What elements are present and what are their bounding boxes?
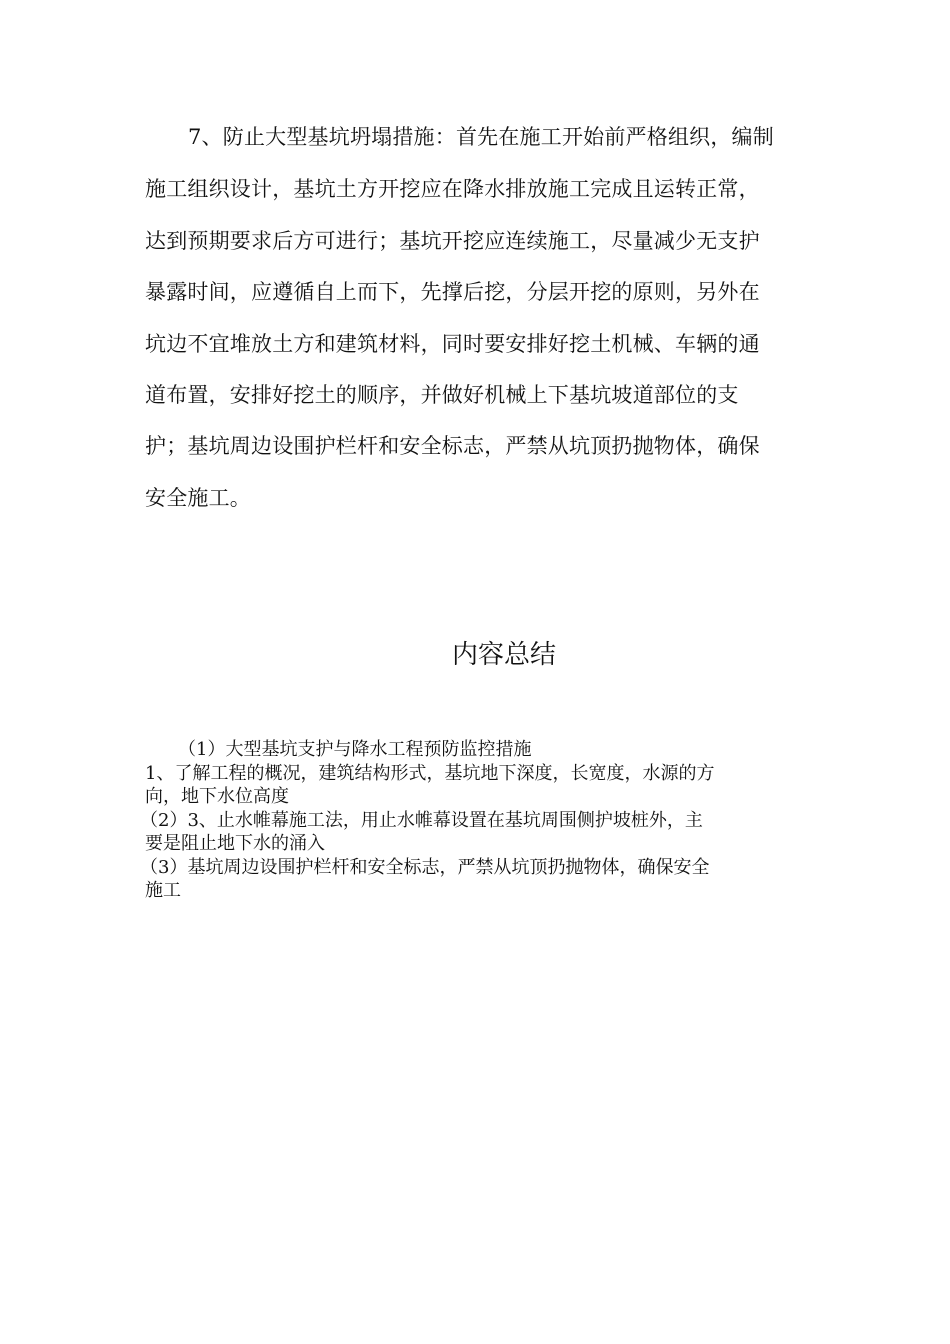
paragraph-line: 坑边不宜堆放土方和建筑材料，同时要安排好挖土机械、车辆的通 [145, 332, 760, 356]
paragraph-line: 安全施工。 [145, 486, 251, 510]
paragraph-line: 暴露时间，应遵循自上而下，先撑后挖，分层开挖的原则，另外在 [145, 280, 760, 304]
summary-line: 1、了解工程的概况，建筑结构形式，基坑地下深度，长宽度，水源的方 [145, 763, 715, 784]
summary-line: 施工 [145, 880, 181, 901]
paragraph-line: 达到预期要求后方可进行；基坑开挖应连续施工，尽量减少无支护 [145, 229, 760, 253]
paragraph-line: 道布置，安排好挖土的顺序，并做好机械上下基坑坡道部位的支 [145, 383, 739, 407]
paragraph-line: 护；基坑周边设围护栏杆和安全标志，严禁从坑顶扔抛物体，确保 [145, 434, 760, 458]
summary-line: 向，地下水位高度 [145, 786, 289, 807]
paragraph-line: 施工组织设计，基坑土方开挖应在降水排放施工完成且运转正常， [145, 177, 760, 201]
summary-title: 内容总结 [451, 640, 556, 670]
summary-line: （1）大型基坑支护与降水工程预防监控措施 [178, 739, 532, 760]
summary-line: 要是阻止地下水的涌入 [145, 833, 325, 854]
paragraph-line: 7、防止大型基坑坍塌措施：首先在施工开始前严格组织，编制 [188, 125, 774, 149]
summary-line: （3）基坑周边设围护栏杆和安全标志，严禁从坑顶扔抛物体，确保安全 [140, 857, 710, 878]
summary-line: （2）3、止水帷幕施工法，用止水帷幕设置在基坑周围侧护坡桩外，主 [140, 810, 703, 831]
